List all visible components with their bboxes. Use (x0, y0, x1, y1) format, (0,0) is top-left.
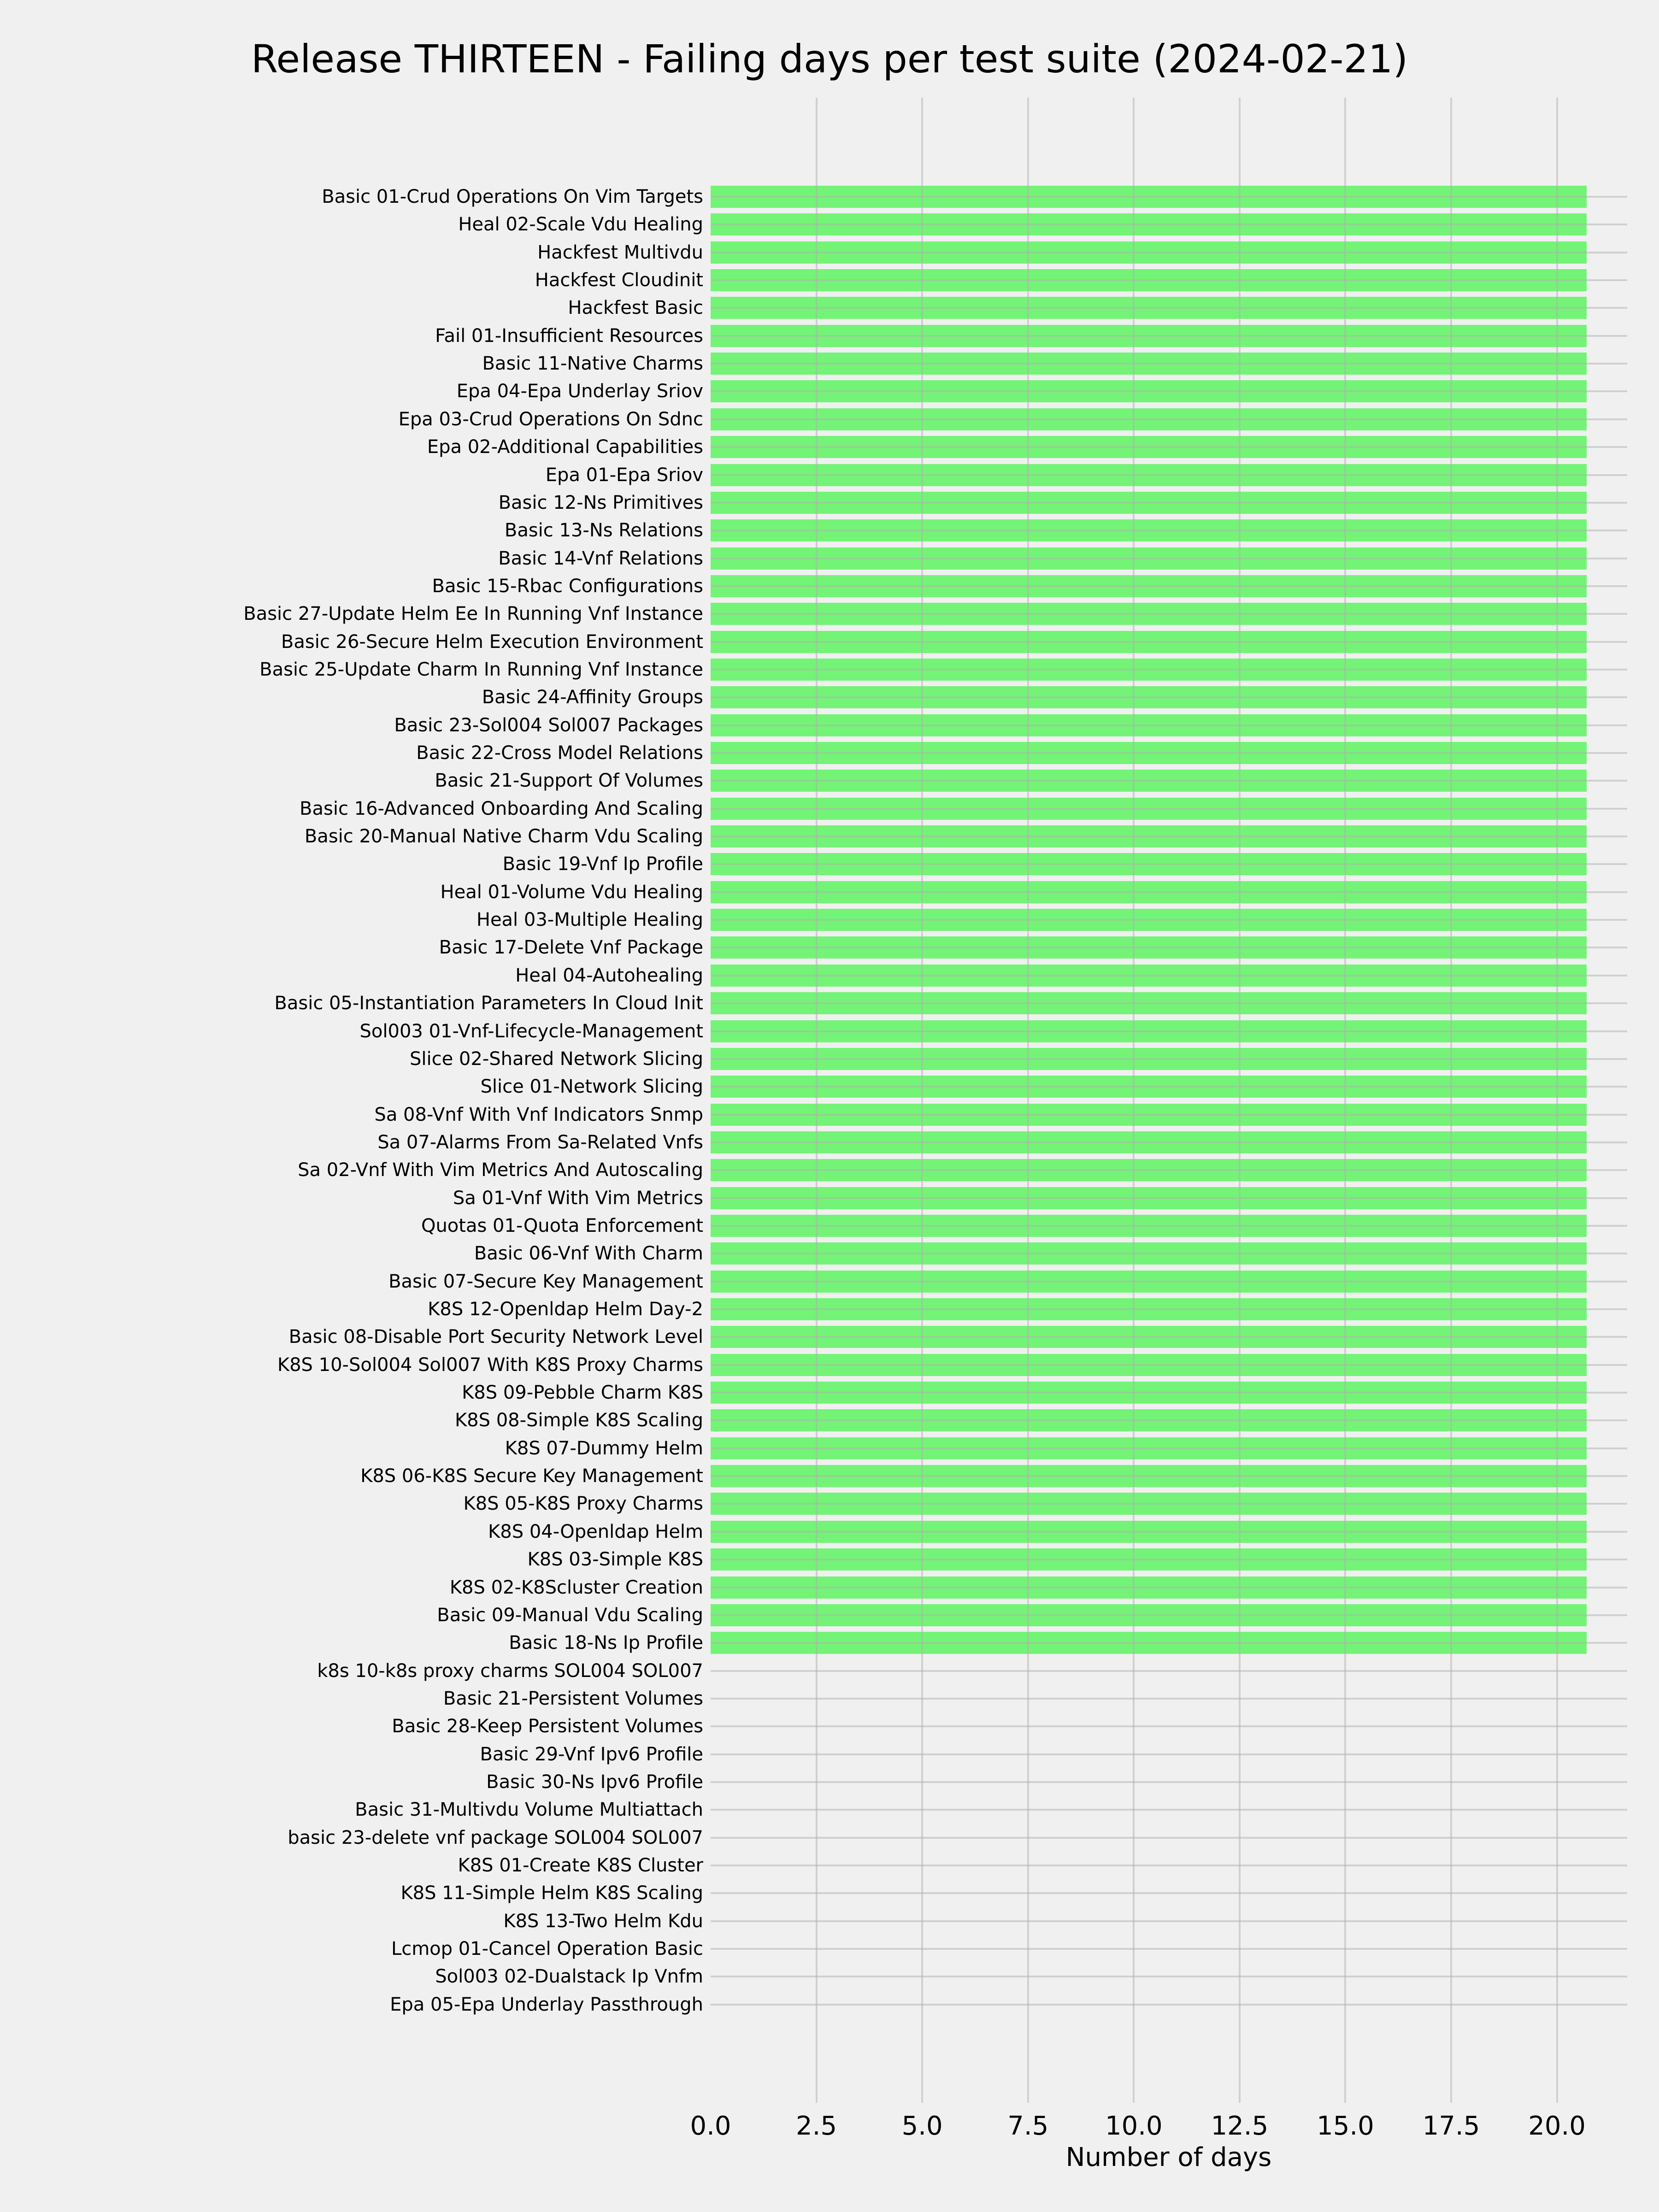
x-tick-label: 17.5 (1422, 2111, 1480, 2141)
y-tick-label: Heal 02-Scale Vdu Healing (458, 214, 703, 235)
chart-title: Release THIRTEEN - Failing days per test suite (2024-02-21) (251, 36, 1408, 82)
gridline-horizontal (711, 279, 1627, 281)
y-tick-label: K8S 05-K8S Proxy Charms (463, 1493, 703, 1515)
y-tick-label: Fail 01-Insufficient Resources (435, 325, 703, 347)
x-tick-label: 10.0 (1105, 2111, 1163, 2141)
y-tick-label: Basic 25-Update Charm In Running Vnf Instance (259, 659, 703, 680)
gridline-horizontal (711, 1920, 1627, 1922)
y-tick-label: K8S 03-Simple K8S (527, 1549, 703, 1571)
gridline-horizontal (711, 252, 1627, 253)
y-tick-label: Sol003 01-Vnf-Lifecycle-Management (359, 1020, 703, 1042)
y-tick-label: Sol003 02-Dualstack Ip Vnfm (435, 1966, 703, 1988)
gridline-horizontal (711, 696, 1627, 698)
y-tick-label: K8S 04-Openldap Helm (488, 1521, 703, 1542)
y-tick-label: Basic 22-Cross Model Relations (416, 742, 703, 764)
gridline-horizontal (711, 1503, 1627, 1505)
y-tick-label: K8S 09-Pebble Charm K8S (462, 1382, 703, 1404)
y-tick-label: Basic 19-Vnf Ip Profile (502, 853, 703, 875)
y-tick-label: K8S 02-K8Scluster Creation (449, 1577, 703, 1598)
y-tick-label: Basic 07-Secure Key Management (388, 1271, 703, 1292)
gridline-horizontal (711, 1058, 1627, 1060)
x-tick-label: 2.5 (796, 2111, 837, 2141)
gridline-horizontal (711, 1865, 1627, 1866)
y-tick-label: Basic 05-Instantiation Parameters In Cloud Init (274, 993, 703, 1014)
gridline-horizontal (711, 502, 1627, 504)
gridline-horizontal (711, 975, 1627, 977)
gridline-horizontal (711, 1587, 1627, 1588)
gridline-horizontal (711, 1364, 1627, 1366)
gridline-horizontal (711, 724, 1627, 726)
gridline-horizontal (711, 1253, 1627, 1254)
gridline-horizontal (711, 1670, 1627, 1672)
y-tick-label: Basic 12-Ns Primitives (498, 492, 703, 513)
y-tick-label: Epa 02-Additional Capabilities (427, 436, 703, 458)
gridline-horizontal (711, 1002, 1627, 1004)
y-tick-label: Basic 16-Advanced Onboarding And Scaling (300, 798, 703, 819)
gridline-horizontal (711, 1114, 1627, 1116)
gridline-vertical (1239, 98, 1241, 2103)
y-tick-label: K8S 13-Two Helm Kdu (503, 1910, 703, 1932)
y-tick-label: Slice 01-Network Slicing (480, 1076, 703, 1098)
x-tick-label: 20.0 (1528, 2111, 1586, 2141)
gridline-horizontal (711, 1392, 1627, 1394)
y-tick-label: basic 23-delete vnf package SOL004 SOL007 (288, 1827, 703, 1848)
y-tick-label: Basic 21-Support Of Volumes (435, 770, 703, 792)
y-tick-label: Basic 23-Sol004 Sol007 Packages (394, 714, 703, 736)
gridline-vertical (816, 98, 818, 2103)
x-axis-title: Number of days (1065, 2142, 1272, 2172)
y-tick-label: Basic 21-Persistent Volumes (443, 1688, 703, 1709)
gridline-horizontal (711, 1086, 1627, 1088)
gridline-horizontal (711, 585, 1627, 587)
gridline-horizontal (711, 1281, 1627, 1282)
y-tick-label: Hackfest Cloudinit (535, 270, 703, 291)
y-tick-label: Basic 11-Native Charms (482, 353, 703, 375)
gridline-horizontal (711, 1225, 1627, 1227)
gridline-horizontal (711, 1419, 1627, 1421)
y-tick-label: K8S 06-K8S Secure Key Management (360, 1465, 703, 1487)
gridline-horizontal (711, 307, 1627, 309)
gridline-horizontal (711, 1614, 1627, 1616)
gridline-vertical (1450, 98, 1452, 2103)
y-tick-label: K8S 10-Sol004 Sol007 With K8S Proxy Charms (277, 1354, 703, 1376)
x-tick-label: 0.0 (690, 2111, 731, 2141)
gridline-horizontal (711, 613, 1627, 615)
gridline-horizontal (711, 780, 1627, 782)
y-tick-label: Sa 08-Vnf With Vnf Indicators Snmp (374, 1104, 703, 1125)
gridline-horizontal (711, 363, 1627, 365)
gridline-horizontal (711, 669, 1627, 671)
y-tick-label: Basic 14-Vnf Relations (498, 547, 703, 569)
gridline-horizontal (711, 1976, 1627, 1977)
gridline-horizontal (711, 1475, 1627, 1477)
y-tick-label: Basic 09-Manual Vdu Scaling (437, 1604, 703, 1626)
y-tick-label: Epa 05-Epa Underlay Passthrough (390, 1994, 703, 2015)
gridline-horizontal (711, 335, 1627, 337)
gridline-horizontal (711, 446, 1627, 448)
gridline-horizontal (711, 1642, 1627, 1644)
gridline-vertical (1027, 98, 1029, 2103)
gridline-horizontal (711, 558, 1627, 559)
y-tick-label: K8S 01-Create K8S Cluster (458, 1855, 703, 1876)
y-tick-label: Slice 02-Shared Network Slicing (410, 1048, 703, 1070)
gridline-horizontal (711, 529, 1627, 531)
gridline-horizontal (711, 1169, 1627, 1171)
y-tick-label: Basic 27-Update Helm Ee In Running Vnf Instance (243, 603, 703, 625)
y-tick-label: Basic 31-Multivdu Volume Multiattach (355, 1799, 703, 1821)
gridline-vertical (921, 98, 923, 2103)
gridline-horizontal (711, 224, 1627, 225)
gridline-horizontal (711, 863, 1627, 865)
gridline-horizontal (711, 1698, 1627, 1700)
y-tick-label: Lcmop 01-Cancel Operation Basic (391, 1938, 703, 1960)
y-tick-label: Sa 01-Vnf With Vim Metrics (453, 1187, 703, 1209)
y-tick-label: Basic 30-Ns Ipv6 Profile (486, 1771, 703, 1793)
gridline-horizontal (711, 1809, 1627, 1811)
gridline-horizontal (711, 474, 1627, 476)
x-tick-label: 15.0 (1317, 2111, 1374, 2141)
gridline-horizontal (711, 835, 1627, 837)
gridline-horizontal (711, 2004, 1627, 2006)
y-tick-label: Basic 13-Ns Relations (504, 520, 703, 541)
y-tick-label: K8S 07-Dummy Helm (505, 1437, 703, 1459)
gridline-horizontal (711, 641, 1627, 643)
gridline-horizontal (711, 1447, 1627, 1449)
gridline-horizontal (711, 1197, 1627, 1199)
y-tick-label: Epa 01-Epa Sriov (545, 464, 703, 486)
gridline-horizontal (711, 196, 1627, 198)
y-tick-label: Basic 18-Ns Ip Profile (509, 1632, 703, 1654)
gridline-horizontal (711, 891, 1627, 893)
gridline-horizontal (711, 1336, 1627, 1338)
y-tick-label: Basic 01-Crud Operations On Vim Targets (322, 186, 703, 207)
y-tick-label: K8S 08-Simple K8S Scaling (454, 1410, 703, 1431)
y-tick-label: Basic 20-Manual Native Charm Vdu Scaling (304, 826, 703, 847)
gridline-horizontal (711, 1837, 1627, 1839)
gridline-vertical (1556, 98, 1558, 2103)
gridline-horizontal (711, 752, 1627, 754)
y-tick-label: Basic 06-Vnf With Charm (474, 1243, 703, 1265)
gridline-horizontal (711, 1781, 1627, 1783)
y-tick-label: Basic 26-Secure Helm Execution Environment (281, 631, 703, 653)
y-tick-label: Epa 03-Crud Operations On Sdnc (398, 408, 703, 430)
gridline-horizontal (711, 1531, 1627, 1533)
gridline-horizontal (711, 808, 1627, 810)
y-tick-label: Heal 04-Autohealing (515, 965, 703, 986)
x-tick-label: 7.5 (1007, 2111, 1049, 2141)
plot-area (711, 98, 1627, 2103)
y-tick-label: Epa 04-Epa Underlay Sriov (456, 381, 703, 402)
gridline-horizontal (711, 1030, 1627, 1032)
gridline-horizontal (711, 1725, 1627, 1727)
gridline-horizontal (711, 919, 1627, 921)
y-tick-label: Basic 17-Delete Vnf Package (439, 937, 703, 959)
y-tick-label: Sa 07-Alarms From Sa-Related Vnfs (377, 1131, 703, 1153)
gridline-horizontal (711, 947, 1627, 948)
gridline-horizontal (711, 1308, 1627, 1310)
x-tick-label: 5.0 (901, 2111, 943, 2141)
y-tick-label: Basic 24-Affinity Groups (482, 687, 703, 708)
y-tick-label: Basic 29-Vnf Ipv6 Profile (480, 1743, 703, 1765)
gridline-horizontal (711, 1141, 1627, 1143)
gridline-horizontal (711, 418, 1627, 420)
y-tick-label: Heal 03-Multiple Healing (476, 909, 703, 931)
gridline-horizontal (711, 1753, 1627, 1755)
y-tick-label: Basic 08-Disable Port Security Network Level (288, 1326, 703, 1348)
gridline-horizontal (711, 390, 1627, 392)
y-tick-label: Sa 02-Vnf With Vim Metrics And Autoscaling (298, 1159, 703, 1181)
gridline-horizontal (711, 1892, 1627, 1894)
y-tick-label: Hackfest Basic (568, 297, 703, 319)
x-tick-label: 12.5 (1211, 2111, 1269, 2141)
y-tick-label: Basic 15-Rbac Configurations (432, 575, 703, 597)
y-tick-label: Quotas 01-Quota Enforcement (421, 1215, 703, 1236)
gridline-vertical (1133, 98, 1135, 2103)
y-tick-label: Heal 01-Volume Vdu Healing (440, 881, 703, 903)
y-tick-label: Hackfest Multivdu (537, 241, 703, 263)
y-tick-label: K8S 12-Openldap Helm Day-2 (428, 1299, 703, 1320)
y-tick-label: K8S 11-Simple Helm K8S Scaling (400, 1883, 703, 1904)
gridline-horizontal (711, 1559, 1627, 1560)
gridline-vertical (1344, 98, 1346, 2103)
y-tick-label: Basic 28-Keep Persistent Volumes (392, 1716, 703, 1737)
y-tick-label: k8s 10-k8s proxy charms SOL004 SOL007 (317, 1660, 703, 1682)
gridline-horizontal (711, 1948, 1627, 1950)
